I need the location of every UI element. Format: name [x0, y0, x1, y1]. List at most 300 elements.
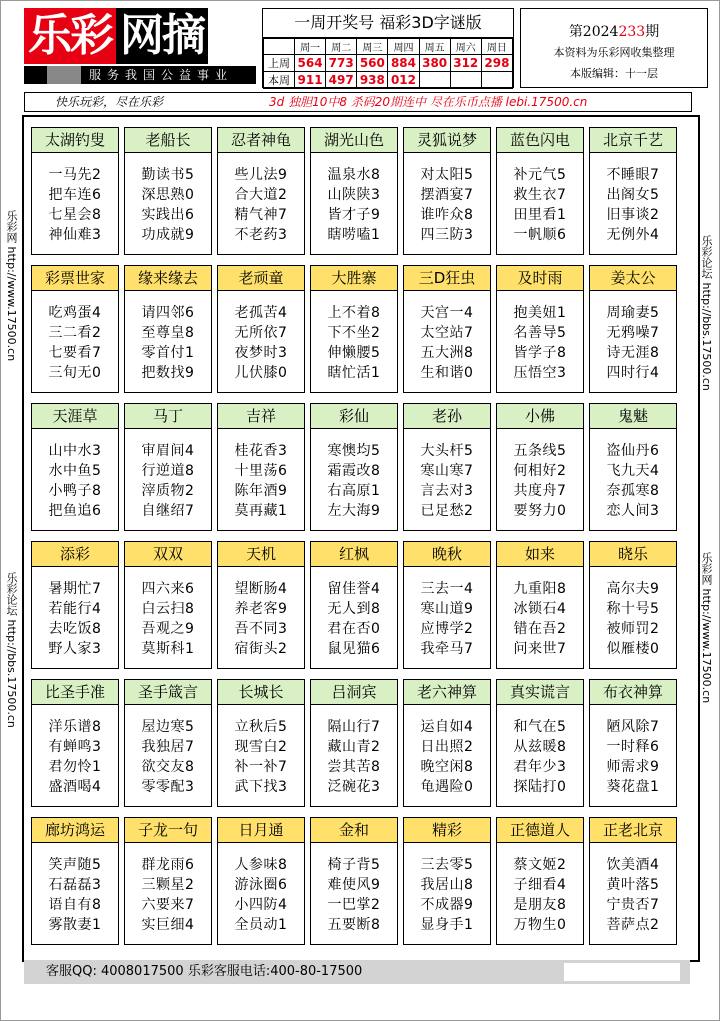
last-week-number: 773 — [326, 55, 357, 72]
puzzle-author: 湖光山色 — [311, 128, 397, 153]
puzzle-line: 我牵马7 — [420, 641, 474, 657]
banner-right[interactable]: 3d 独胆10中8 杀码20期连中 尽在乐币点播 lebi.17500.cn — [269, 95, 588, 109]
puzzle-line: 一帆顺6 — [513, 227, 567, 243]
last-week-number: 380 — [419, 55, 450, 72]
puzzle-line: 和气在5 — [513, 719, 567, 735]
puzzle-card — [403, 127, 491, 255]
logo-right: 网摘 — [116, 8, 208, 64]
this-week-number: 938 — [357, 72, 388, 89]
puzzle-author: 彩票世家 — [32, 266, 118, 291]
puzzle-author: 圣手箴言 — [125, 680, 211, 705]
puzzle-line: 莫斯科1 — [141, 641, 195, 657]
footer — [24, 960, 690, 984]
puzzle-line: 现雪白2 — [234, 739, 288, 755]
puzzle-line: 雾散妻1 — [48, 917, 102, 933]
puzzle-author: 如来 — [497, 542, 583, 567]
puzzle-line: 出阁女5 — [606, 187, 660, 203]
puzzle-line: 伸懒腰5 — [327, 345, 381, 361]
puzzle-line: 蔡文姬2 — [513, 857, 567, 873]
puzzle-author: 彩仙 — [311, 404, 397, 429]
puzzle-line: 立秋后5 — [234, 719, 288, 735]
this-week-number: 012 — [388, 72, 419, 89]
puzzle-card — [310, 403, 398, 531]
logo-left: 乐彩 — [24, 8, 116, 64]
puzzle-line: 左大海9 — [327, 503, 381, 519]
puzzle-line: 称十号5 — [606, 601, 660, 617]
puzzle-line: 椅子背5 — [327, 857, 381, 873]
logo — [24, 8, 256, 64]
footer-contact: 客服QQ: 4008017500 乐彩客服电话:400-80-17500 — [46, 964, 363, 979]
puzzle-line: 四时行4 — [606, 365, 660, 381]
day-label: 周四 — [388, 39, 419, 55]
puzzle-line: 儿伏膝0 — [234, 365, 288, 381]
puzzle-card — [589, 403, 677, 531]
puzzle-card — [217, 817, 305, 945]
this-week-label: 本周 — [264, 72, 295, 89]
puzzle-line: 旧事谈2 — [606, 207, 660, 223]
puzzle-line: 宿街头2 — [234, 641, 288, 657]
puzzle-line: 救生衣7 — [513, 187, 567, 203]
puzzle-author: 添彩 — [32, 542, 118, 567]
draw-table — [263, 38, 513, 89]
puzzle-line: 无人到8 — [327, 601, 381, 617]
puzzle-line: 群龙雨6 — [141, 857, 195, 873]
puzzle-author: 子龙一句 — [125, 818, 211, 843]
puzzle-line: 皆才子9 — [327, 207, 381, 223]
puzzle-line: 全员动1 — [234, 917, 288, 933]
puzzle-author: 忍者神龟 — [218, 128, 304, 153]
puzzle-line: 奈孤寒8 — [606, 483, 660, 499]
puzzle-line: 去吃饭8 — [48, 621, 102, 637]
puzzle-line: 零零配3 — [141, 779, 195, 795]
puzzle-line: 高尔夫9 — [606, 581, 660, 597]
side-right-bottom: 乐彩网 http://www.17500.cn — [700, 552, 713, 704]
puzzle-card — [31, 817, 119, 945]
puzzle-line: 三二看2 — [48, 325, 102, 341]
puzzle-line: 寒懊均5 — [327, 443, 381, 459]
puzzle-line: 滓质物2 — [141, 483, 195, 499]
puzzle-line: 陈年酒9 — [234, 483, 288, 499]
puzzle-card — [496, 541, 584, 669]
puzzle-line: 留佳誉4 — [327, 581, 381, 597]
day-label: 周五 — [419, 39, 450, 55]
puzzle-line: 白云扫8 — [141, 601, 195, 617]
puzzle-card — [310, 265, 398, 393]
puzzle-card — [496, 679, 584, 807]
puzzle-line: 精气神7 — [234, 207, 288, 223]
puzzle-author: 双双 — [125, 542, 211, 567]
puzzle-line: 对太阳5 — [420, 167, 474, 183]
puzzle-line: 天宫一4 — [420, 305, 474, 321]
puzzle-line: 养老客9 — [234, 601, 288, 617]
puzzle-card — [124, 679, 212, 807]
puzzle-line: 晚空闲8 — [420, 759, 474, 775]
last-week-number: 298 — [481, 55, 512, 72]
puzzle-card — [589, 541, 677, 669]
puzzle-line: 合大道2 — [234, 187, 288, 203]
puzzle-line: 暑期忙7 — [48, 581, 102, 597]
puzzle-line: 菩萨点2 — [606, 917, 660, 933]
puzzle-line: 三去一4 — [420, 581, 474, 597]
puzzle-card — [403, 265, 491, 393]
puzzle-line: 语自有8 — [48, 897, 102, 913]
puzzle-line: 尝其苦8 — [327, 759, 381, 775]
issue-number: 233 — [618, 24, 646, 40]
day-label: 周六 — [450, 39, 481, 55]
puzzle-card — [31, 265, 119, 393]
issue-info — [520, 8, 708, 88]
puzzle-line: 勤读书5 — [141, 167, 195, 183]
puzzle-author: 缘来缘去 — [125, 266, 211, 291]
puzzle-line: 泛碗花3 — [327, 779, 381, 795]
puzzle-card — [403, 541, 491, 669]
puzzle-line: 是朋友8 — [513, 897, 567, 913]
puzzle-line: 三颗星2 — [141, 877, 195, 893]
puzzle-line: 不睡眼7 — [606, 167, 660, 183]
puzzle-author: 三D狂虫 — [404, 266, 490, 291]
puzzle-line: 些儿法9 — [234, 167, 288, 183]
puzzle-line: 盗仙丹6 — [606, 443, 660, 459]
puzzle-card — [217, 541, 305, 669]
puzzle-card — [496, 403, 584, 531]
puzzle-card — [124, 817, 212, 945]
puzzle-card — [124, 403, 212, 531]
banner — [24, 92, 692, 112]
puzzle-line: 山陕陕3 — [327, 187, 381, 203]
side-right-top: 乐彩论坛 http://bbs.17500.cn — [700, 235, 713, 391]
puzzle-line: 葵花盘1 — [606, 779, 660, 795]
puzzle-line: 补元气5 — [513, 167, 567, 183]
puzzle-line: 谁咋众8 — [420, 207, 474, 223]
puzzle-line: 饮美酒4 — [606, 857, 660, 873]
puzzle-author: 廊坊鸿运 — [32, 818, 118, 843]
puzzle-author: 金和 — [311, 818, 397, 843]
puzzle-line: 应博学2 — [420, 621, 474, 637]
puzzle-line: 夜梦时3 — [234, 345, 288, 361]
banner-left: 快乐玩彩，尽在乐彩 — [55, 95, 164, 109]
puzzle-author: 真实谎言 — [497, 680, 583, 705]
puzzle-author: 及时雨 — [497, 266, 583, 291]
puzzle-author: 红枫 — [311, 542, 397, 567]
footer-blank-box — [564, 963, 680, 981]
puzzle-line: 无鸦噪7 — [606, 325, 660, 341]
puzzle-author: 吕洞宾 — [311, 680, 397, 705]
puzzle-line: 无例外4 — [606, 227, 660, 243]
puzzle-line: 鼠见猫6 — [327, 641, 381, 657]
puzzle-line: 皆学子8 — [513, 345, 567, 361]
puzzle-line: 野人家3 — [48, 641, 102, 657]
puzzle-line: 生和谐0 — [420, 365, 474, 381]
last-week-number: 884 — [388, 55, 419, 72]
puzzle-line: 请四邻6 — [141, 305, 195, 321]
puzzle-author: 鬼魅 — [590, 404, 676, 429]
puzzle-card — [310, 679, 398, 807]
puzzle-author: 天机 — [218, 542, 304, 567]
puzzle-author: 精彩 — [404, 818, 490, 843]
puzzle-line: 下不坐2 — [327, 325, 381, 341]
puzzle-line: 屋边寒5 — [141, 719, 195, 735]
puzzle-line: 君勿怜1 — [48, 759, 102, 775]
puzzle-line: 五要断8 — [327, 917, 381, 933]
side-left-top: 乐彩网 http://www.17500.cn — [5, 210, 18, 362]
puzzle-line: 我居山8 — [420, 877, 474, 893]
puzzle-line: 压悟空3 — [513, 365, 567, 381]
puzzle-line: 五大洲8 — [420, 345, 474, 361]
puzzle-line: 七要看7 — [48, 345, 102, 361]
puzzle-card — [124, 541, 212, 669]
puzzle-line: 不成器9 — [420, 897, 474, 913]
puzzle-author: 小佛 — [497, 404, 583, 429]
puzzle-grid — [22, 115, 700, 962]
puzzle-card — [217, 127, 305, 255]
puzzle-card — [124, 127, 212, 255]
puzzle-line: 要努力0 — [513, 503, 567, 519]
puzzle-author: 灵狐说梦 — [404, 128, 490, 153]
puzzle-author: 吉祥 — [218, 404, 304, 429]
puzzle-line: 何相好2 — [513, 463, 567, 479]
puzzle-line: 太空站7 — [420, 325, 474, 341]
puzzle-author: 正老北京 — [590, 818, 676, 843]
puzzle-author: 老孙 — [404, 404, 490, 429]
puzzle-line: 已足愁2 — [420, 503, 474, 519]
puzzle-author: 晚秋 — [404, 542, 490, 567]
puzzle-author: 天涯草 — [32, 404, 118, 429]
puzzle-line: 名善导5 — [513, 325, 567, 341]
puzzle-author: 马丁 — [125, 404, 211, 429]
puzzle-card — [217, 679, 305, 807]
day-label: 周三 — [357, 39, 388, 55]
puzzle-line: 五条线5 — [513, 443, 567, 459]
puzzle-line: 君在否0 — [327, 621, 381, 637]
puzzle-card — [589, 265, 677, 393]
puzzle-card — [403, 403, 491, 531]
puzzle-line: 三去零5 — [420, 857, 474, 873]
puzzle-line: 老孤苦4 — [234, 305, 288, 321]
puzzle-card — [31, 679, 119, 807]
puzzle-card — [124, 265, 212, 393]
puzzle-author: 晓乐 — [590, 542, 676, 567]
puzzle-line: 补一补7 — [234, 759, 288, 775]
puzzle-line: 摆酒宴7 — [420, 187, 474, 203]
puzzle-card — [403, 817, 491, 945]
puzzle-card — [589, 127, 677, 255]
puzzle-line: 吾观之9 — [141, 621, 195, 637]
puzzle-author: 老顽童 — [218, 266, 304, 291]
puzzle-line: 山中水3 — [48, 443, 102, 459]
puzzle-line: 深思熟0 — [141, 187, 195, 203]
puzzle-line: 实践出6 — [141, 207, 195, 223]
this-week-number: 911 — [295, 72, 326, 89]
puzzle-line: 瞎唠嗑1 — [327, 227, 381, 243]
puzzle-author: 老船长 — [125, 128, 211, 153]
puzzle-line: 君年少3 — [513, 759, 567, 775]
puzzle-card — [31, 541, 119, 669]
puzzle-line: 恋人间3 — [606, 503, 660, 519]
puzzle-line: 小四防4 — [234, 897, 288, 913]
puzzle-line: 冰锁石4 — [513, 601, 567, 617]
puzzle-line: 把鱼追6 — [48, 503, 102, 519]
puzzle-line: 田里看1 — [513, 207, 567, 223]
puzzle-line: 黄叶落5 — [606, 877, 660, 893]
puzzle-line: 小鸭子8 — [48, 483, 102, 499]
day-label: 周二 — [326, 39, 357, 55]
puzzle-card — [496, 127, 584, 255]
puzzle-author: 老六神算 — [404, 680, 490, 705]
puzzle-line: 笑声随5 — [48, 857, 102, 873]
issue-suffix: 期 — [645, 24, 660, 40]
puzzle-card — [589, 679, 677, 807]
slogan-text: 服务我国公益事业 — [88, 68, 233, 82]
puzzle-line: 洋乐谱8 — [48, 719, 102, 735]
this-week-number — [450, 72, 481, 89]
puzzle-line: 右高原1 — [327, 483, 381, 499]
puzzle-line: 从兹暖8 — [513, 739, 567, 755]
puzzle-line: 探陆打0 — [513, 779, 567, 795]
puzzle-line: 上不着8 — [327, 305, 381, 321]
puzzle-line: 温泉水8 — [327, 167, 381, 183]
last-week-label: 上周 — [264, 55, 295, 72]
puzzle-card — [31, 127, 119, 255]
last-week-number: 312 — [450, 55, 481, 72]
puzzle-line: 零首付1 — [141, 345, 195, 361]
puzzle-line: 武下找3 — [234, 779, 288, 795]
puzzle-line: 陋风除7 — [606, 719, 660, 735]
day-label: 周日 — [481, 39, 512, 55]
puzzle-card — [217, 265, 305, 393]
puzzle-line: 九重阳8 — [513, 581, 567, 597]
puzzle-line: 桂花香3 — [234, 443, 288, 459]
puzzle-line: 子细看4 — [513, 877, 567, 893]
puzzle-line: 似雁楼0 — [606, 641, 660, 657]
issue-note: 本资料为乐彩网收集整理 — [553, 46, 675, 59]
puzzle-line: 功成就9 — [141, 227, 195, 243]
puzzle-line: 难使风9 — [327, 877, 381, 893]
puzzle-line: 有蝉鸣3 — [48, 739, 102, 755]
issue-prefix: 第2024 — [568, 24, 619, 40]
puzzle-line: 龟遇险0 — [420, 779, 474, 795]
puzzle-line: 日出照2 — [420, 739, 474, 755]
puzzle-line: 七星会8 — [48, 207, 102, 223]
puzzle-card — [31, 403, 119, 531]
puzzle-line: 游泳圈6 — [234, 877, 288, 893]
puzzle-line: 把数找9 — [141, 365, 195, 381]
slogan — [24, 66, 256, 84]
puzzle-line: 一时释6 — [606, 739, 660, 755]
puzzle-line: 共度舟7 — [513, 483, 567, 499]
puzzle-author: 比圣手准 — [32, 680, 118, 705]
side-left-bottom: 乐彩论坛 http://bbs.17500.cn — [5, 572, 18, 728]
puzzle-line: 至尊皇8 — [141, 325, 195, 341]
day-label: 周一 — [295, 39, 326, 55]
puzzle-line: 盛酒喝4 — [48, 779, 102, 795]
puzzle-line: 寒山寒7 — [420, 463, 474, 479]
puzzle-line: 大头杆5 — [420, 443, 474, 459]
puzzle-author: 长城长 — [218, 680, 304, 705]
puzzle-line: 行逆道8 — [141, 463, 195, 479]
puzzle-line: 六要来7 — [141, 897, 195, 913]
puzzle-card — [310, 817, 398, 945]
puzzle-card — [310, 127, 398, 255]
puzzle-card — [496, 265, 584, 393]
puzzle-line: 瞎忙活1 — [327, 365, 381, 381]
puzzle-line: 欲交友8 — [141, 759, 195, 775]
puzzle-line: 师需求9 — [606, 759, 660, 775]
puzzle-line: 诗无涯8 — [606, 345, 660, 361]
puzzle-line: 寒山道9 — [420, 601, 474, 617]
puzzle-card — [310, 541, 398, 669]
puzzle-line: 问来世7 — [513, 641, 567, 657]
puzzle-card — [589, 817, 677, 945]
draw-results — [262, 8, 514, 88]
puzzle-line: 霜霞改8 — [327, 463, 381, 479]
editor: 本版编辑：十一层 — [570, 67, 658, 80]
puzzle-line: 一巴掌2 — [327, 897, 381, 913]
puzzle-author: 正德道人 — [497, 818, 583, 843]
puzzle-line: 水中鱼5 — [48, 463, 102, 479]
puzzle-line: 隔山行7 — [327, 719, 381, 735]
puzzle-line: 言去对3 — [420, 483, 474, 499]
last-week-number: 564 — [295, 55, 326, 72]
puzzle-line: 把车连6 — [48, 187, 102, 203]
puzzle-author: 布衣神算 — [590, 680, 676, 705]
puzzle-line: 藏山青2 — [327, 739, 381, 755]
last-week-number: 560 — [357, 55, 388, 72]
puzzle-line: 审眉间4 — [141, 443, 195, 459]
puzzle-line: 飞九天4 — [606, 463, 660, 479]
puzzle-line: 十里荡6 — [234, 463, 288, 479]
puzzle-line: 运自如4 — [420, 719, 474, 735]
puzzle-line: 望断肠4 — [234, 581, 288, 597]
puzzle-line: 吾不同3 — [234, 621, 288, 637]
puzzle-line: 我独居7 — [141, 739, 195, 755]
puzzle-card — [496, 817, 584, 945]
puzzle-line: 周瑜妻5 — [606, 305, 660, 321]
puzzle-line: 无所依7 — [234, 325, 288, 341]
puzzle-line: 显身手1 — [420, 917, 474, 933]
puzzle-line: 被师罚2 — [606, 621, 660, 637]
puzzle-line: 神仙难3 — [48, 227, 102, 243]
this-week-number — [481, 72, 512, 89]
puzzle-line: 人参味8 — [234, 857, 288, 873]
puzzle-card — [217, 403, 305, 531]
this-week-number: 497 — [326, 72, 357, 89]
puzzle-line: 莫再藏1 — [234, 503, 288, 519]
puzzle-line: 吃鸡蛋4 — [48, 305, 102, 321]
puzzle-line: 一马先2 — [48, 167, 102, 183]
puzzle-line: 三旬无0 — [48, 365, 102, 381]
puzzle-line: 错在吾2 — [513, 621, 567, 637]
puzzle-line: 四三防3 — [420, 227, 474, 243]
puzzle-author: 大胜寨 — [311, 266, 397, 291]
puzzle-line: 万物生0 — [513, 917, 567, 933]
this-week-number — [419, 72, 450, 89]
puzzle-line: 宁贵否7 — [606, 897, 660, 913]
puzzle-line: 自继绍7 — [141, 503, 195, 519]
puzzle-line: 石磊磊3 — [48, 877, 102, 893]
puzzle-card — [403, 679, 491, 807]
puzzle-line: 四六来6 — [141, 581, 195, 597]
puzzle-author: 北京千艺 — [590, 128, 676, 153]
puzzle-author: 太湖钓叟 — [32, 128, 118, 153]
puzzle-author: 蓝色闪电 — [497, 128, 583, 153]
puzzle-line: 不老药3 — [234, 227, 288, 243]
draw-results-title: 一周开奖号 福彩3D字谜版 — [263, 9, 513, 38]
puzzle-line: 实巨细4 — [141, 917, 195, 933]
puzzle-line: 抱美妞1 — [513, 305, 567, 321]
puzzle-author: 日月通 — [218, 818, 304, 843]
puzzle-line: 若能行4 — [48, 601, 102, 617]
puzzle-author: 姜太公 — [590, 266, 676, 291]
